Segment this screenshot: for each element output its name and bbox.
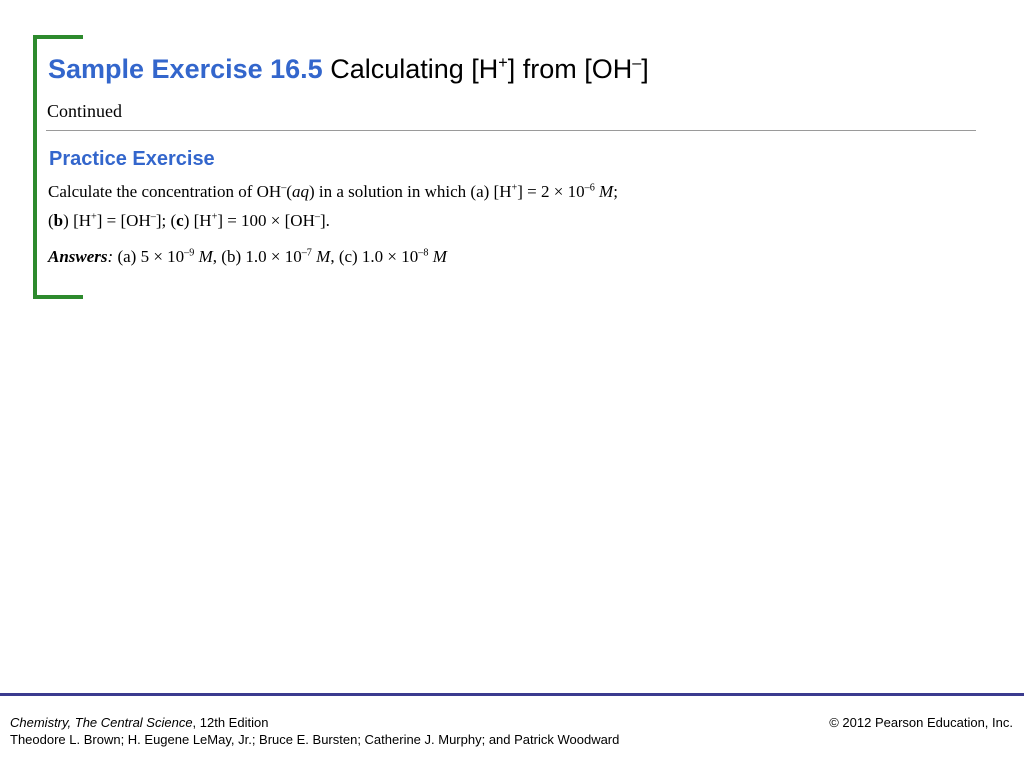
footer-book-title: Chemistry, The Central Science, 12th Edition (10, 715, 269, 730)
slide-title: Sample Exercise 16.5 Calculating [H+] from [OH–] (48, 54, 649, 84)
continued-label: Continued (47, 101, 122, 121)
practice-question-line-2: (b) [H+] = [OH–]; (c) [H+] = 100 × [OH–]. (48, 211, 330, 230)
answers-label: Answers (48, 247, 108, 266)
footer-copyright: © 2012 Pearson Education, Inc. (829, 715, 1013, 730)
practice-answers: Answers: (a) $5 \times 10^{-9}$ M, (b) $1.0 \times 10^{-7}$ M, (c) $1.0 \times 10^{-8}$ M (48, 247, 447, 266)
title-divider (46, 130, 976, 131)
footer-divider (0, 693, 1024, 696)
footer-authors: Theodore L. Brown; H. Eugene LeMay, Jr.; Bruce E. Bursten; Catherine J. Murphy; and Patrick Woodward (10, 732, 620, 747)
practice-exercise-heading: Practice Exercise (49, 148, 215, 170)
title-exercise-number: Sample Exercise 16.5 (48, 54, 323, 84)
practice-question-line-1: Calculate the concentration of OH–(aq) in a solution in which (a) $[H^+] = 2 \times 10^{-6}$ M; (48, 182, 618, 201)
